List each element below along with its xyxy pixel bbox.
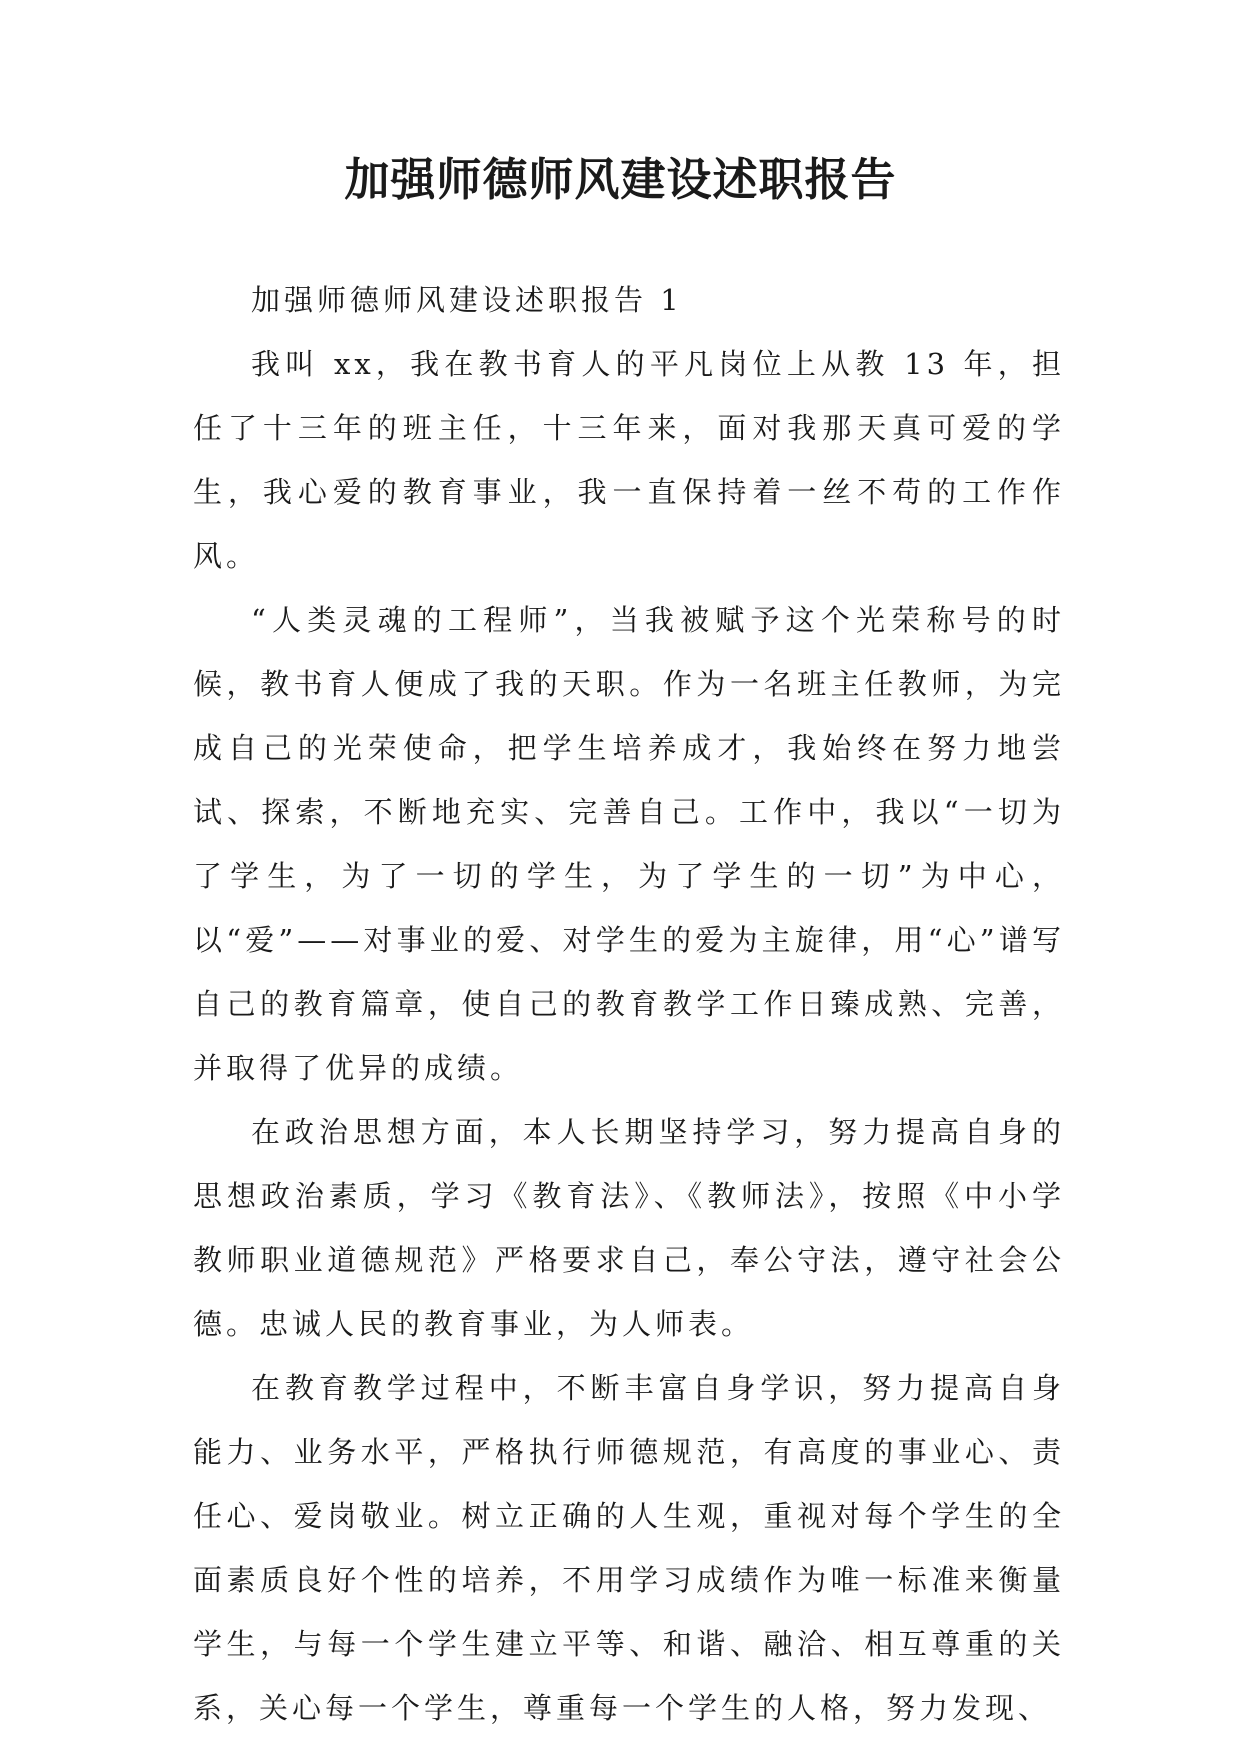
- paragraph-introduction: 我叫 xx，我在教书育人的平凡岗位上从教 13 年，担任了十三年的班主任，十三年来，面对我那天真可爱的学生，我心爱的教育事业，我一直保持着一丝不苟的工作作风。: [193, 347, 1065, 573]
- paragraph-teacher-mission: “人类灵魂的工程师”，当我被赋予这个光荣称号的时候，教书育人便成了我的天职。作为一名班主任教师，为完成自己的光荣使命，把学生培养成才，我始终在努力地尝试、探索，不断地充实、完善自己。工作中，我以“一切为了学生，为了一切的学生，为了学生的一切”为中心，以“爱”——对事业的爱、对学生的爱为主旋律，用“心”谱写自己的教育篇章，使自己的教育教学工作日臻成熟、完善，并取得了优异的成绩。: [193, 603, 1065, 1085]
- paragraph-political-thought: 在政治思想方面，本人长期坚持学习，努力提高自身的思想政治素质，学习《教育法》、《教师法》，按照《中小学教师职业道德规范》严格要求自己，奉公守法，遵守社会公德。忠诚人民的教育事业，为人师表。: [193, 1115, 1065, 1341]
- report-subheading: 加强师德师风建设述职报告 1: [251, 283, 683, 317]
- document-title: 加强师德师风建设述职报告: [344, 153, 897, 206]
- paragraph-teaching-process: 在教育教学过程中，不断丰富自身学识，努力提高自身能力、业务水平，严格执行师德规范，有高度的事业心、责任心、爱岗敬业。树立正确的人生观，重视对每个学生的全面素质良好个性的培养，不用学习成绩作为唯一标准来衡量学生，与每一个学生建立平等、和谐、融洽、相互尊重的关系，关心每一个学生，尊重每一个学生的人格，努力发现、: [193, 1371, 1065, 1725]
- document-body: [193, 268, 1065, 1740]
